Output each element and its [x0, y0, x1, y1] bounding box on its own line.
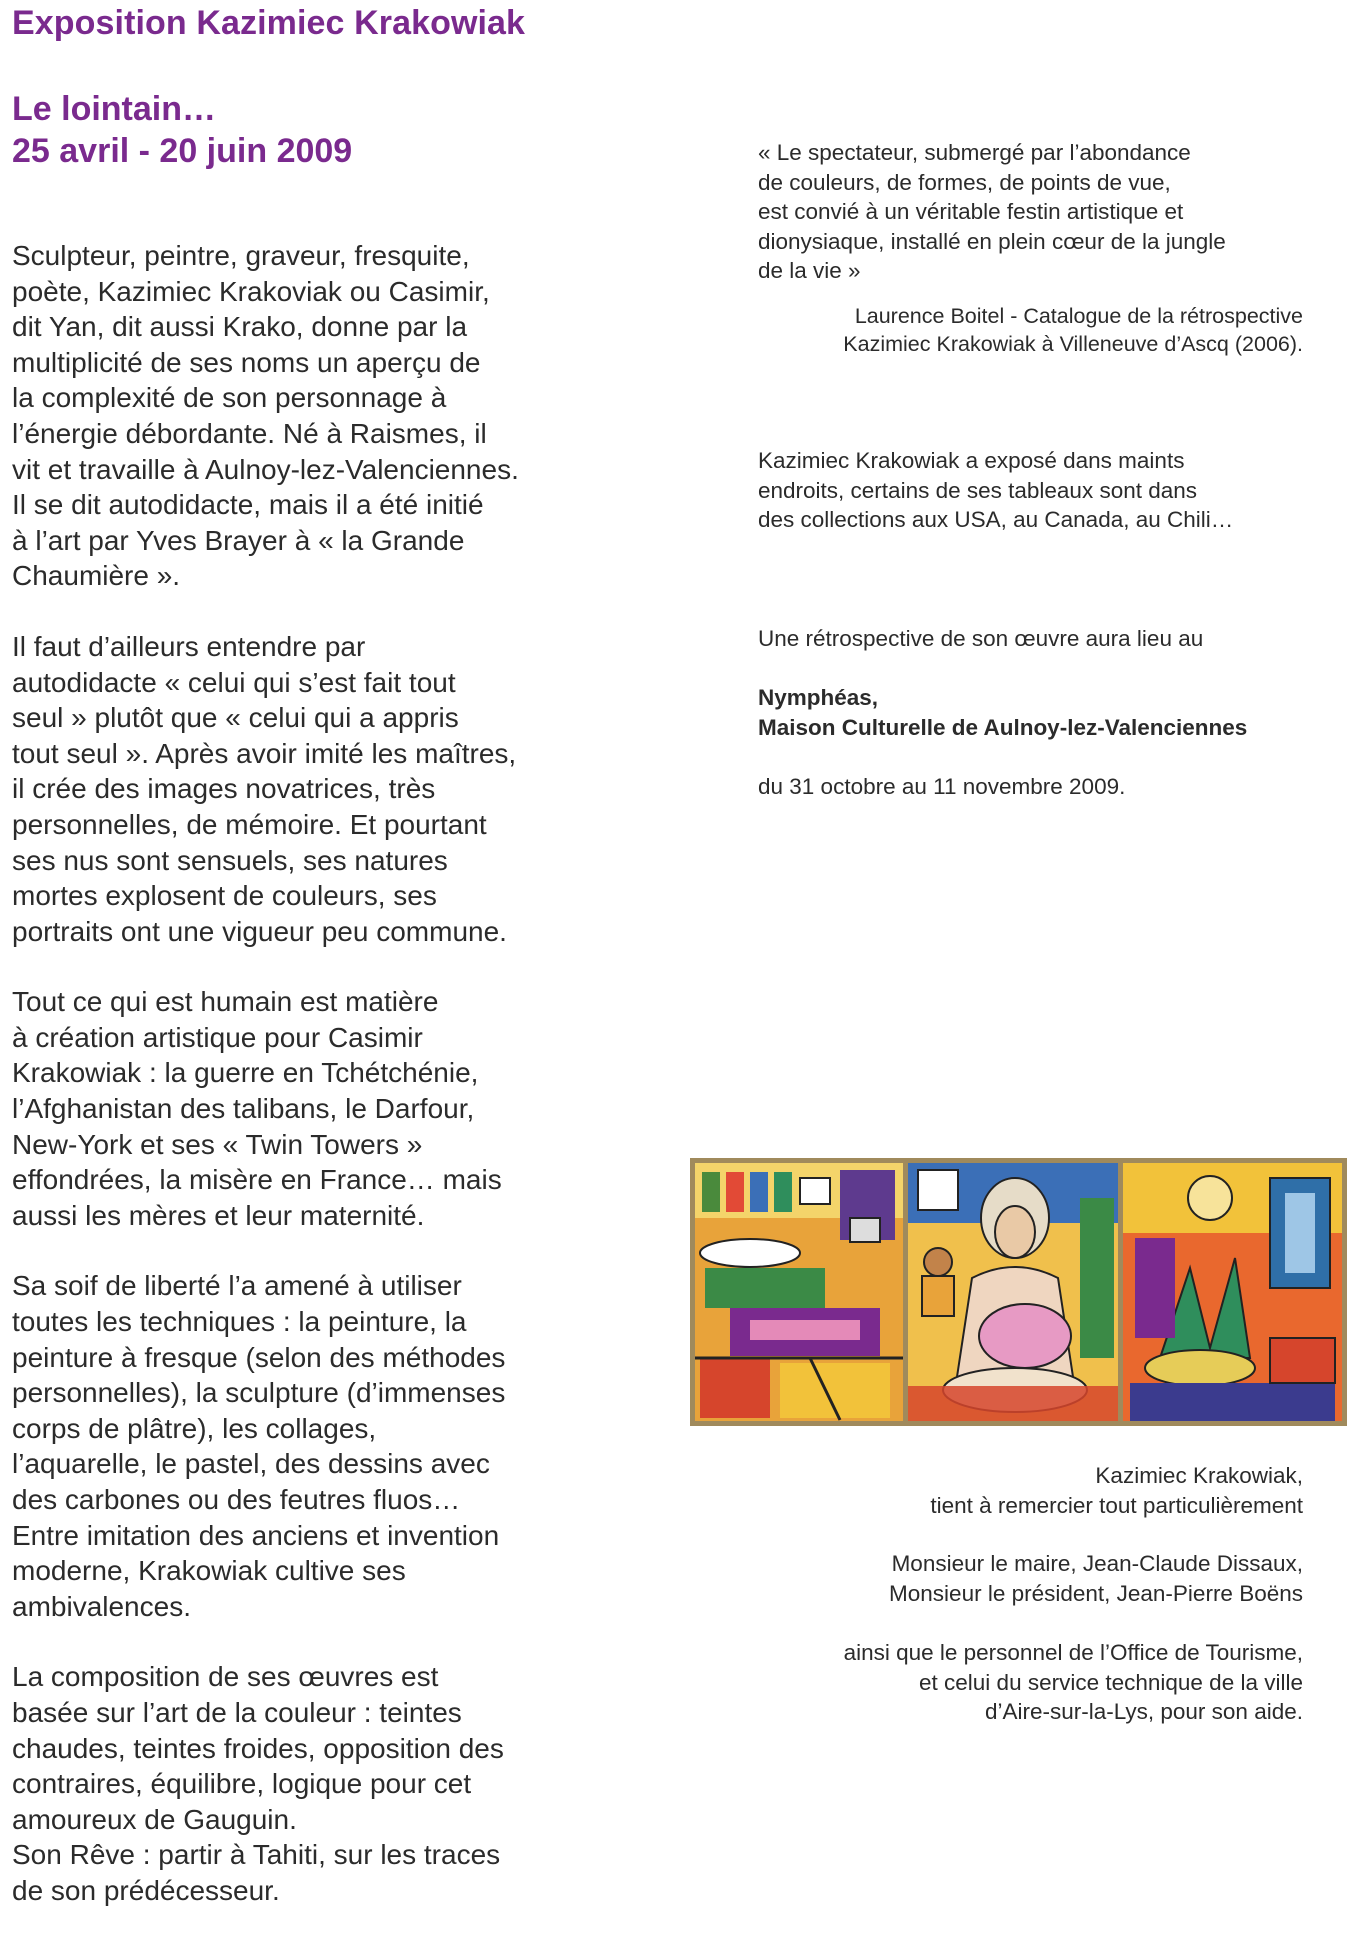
- text-line: ses nus sont sensuels, ses natures: [12, 844, 448, 876]
- text-line: ambivalences.: [12, 1590, 191, 1622]
- text-line: Sa soif de liberté l’a amené à utiliser: [12, 1270, 462, 1302]
- text-line: Entre imitation des anciens et invention: [12, 1519, 500, 1551]
- text-line: de couleurs, de formes, de points de vue,: [758, 169, 1171, 195]
- painting-triptych: [690, 1158, 1347, 1426]
- text-line: Kazimiec Krakowiak à Villeneuve d’Ascq (2006).: [843, 331, 1303, 356]
- panel-center: [908, 1163, 1118, 1421]
- text-line: des collections aux USA, au Canada, au Chili…: [758, 507, 1234, 532]
- text-line: Monsieur le maire, Jean-Claude Dissaux,: [891, 1551, 1303, 1576]
- text-line: de son prédécesseur.: [12, 1874, 280, 1906]
- retrospective-intro: [758, 624, 1203, 654]
- text-line: et celui du service technique de la ville: [919, 1669, 1303, 1695]
- text-line: endroits, certains de ses tableaux sont dans: [758, 477, 1198, 503]
- text-line: corps de plâtre), les collages,: [12, 1412, 377, 1444]
- text-line: Krakowiak : la guerre en Tchétchénie,: [12, 1057, 479, 1089]
- text-line: est convié à un véritable festin artistique et: [758, 199, 1184, 224]
- text-line: poète, Kazimiec Krakoviak ou Casimir,: [12, 275, 490, 307]
- text-line: amoureux de Gauguin.: [12, 1803, 297, 1835]
- text-line: il crée des images novatrices, très: [12, 773, 436, 805]
- text-line: ainsi que le personnel de l’Office de Tourisme,: [843, 1640, 1303, 1665]
- text-line: personnelles), la sculpture (d’immenses: [12, 1377, 506, 1409]
- text-line: personnelles, de mémoire. Et pourtant: [12, 808, 487, 840]
- biography-paragraph-3: [12, 984, 577, 1233]
- quote-attribution: [843, 303, 1303, 358]
- text-line: à l’art par Yves Brayer à « la Grande: [12, 524, 465, 556]
- text-line: Kazimiec Krakowiak,: [1095, 1463, 1303, 1488]
- thanks-staff: [844, 1638, 1303, 1727]
- text-line: la complexité de son personnage à: [12, 382, 447, 414]
- retrospective-venue: [758, 683, 1247, 742]
- text-line: contraires, équilibre, logique pour cet: [12, 1768, 472, 1800]
- text-line: seul » plutôt que « celui qui a appris: [12, 702, 459, 734]
- text-line: tout seul ». Après avoir imité les maîtres,: [12, 737, 517, 769]
- text-line: peinture à fresque (selon des méthodes: [12, 1341, 506, 1373]
- text-line: dit Yan, dit aussi Krako, donne par la: [12, 311, 468, 343]
- text-line: du 31 octobre au 11 novembre 2009.: [758, 774, 1126, 799]
- text-line: de la vie »: [758, 258, 861, 283]
- text-line: effondrées, la misère en France… mais: [12, 1164, 502, 1196]
- text-line: l’énergie débordante. Né à Raismes, il: [12, 417, 487, 449]
- text-line: Sculpteur, peintre, graveur, fresquite,: [12, 240, 470, 271]
- venue-name: Nymphéas,: [758, 685, 879, 710]
- text-line: Une rétrospective de son œuvre aura lieu au: [758, 626, 1204, 651]
- biography-paragraph-1: [12, 238, 577, 594]
- text-line: à création artistique pour Casimir: [12, 1021, 423, 1053]
- text-line: l’aquarelle, le pastel, des dessins avec: [12, 1448, 490, 1480]
- text-line: d’Aire-sur-la-Lys, pour son aide.: [984, 1699, 1303, 1724]
- text-line: Laurence Boitel - Catalogue de la rétrospective: [854, 304, 1303, 328]
- text-line: tient à remercier tout particulièrement: [930, 1492, 1303, 1518]
- panel-right: [1123, 1163, 1342, 1421]
- text-line: chaudes, teintes froides, opposition des: [12, 1732, 504, 1764]
- exhibitions-note: [758, 446, 1233, 535]
- text-line: aussi les mères et leur maternité.: [12, 1199, 425, 1231]
- critic-quote: [758, 138, 1226, 286]
- text-line: « Le spectateur, submergé par l’abondance: [758, 140, 1191, 165]
- text-line: basée sur l’art de la couleur : teintes: [12, 1696, 462, 1728]
- text-line: Chaumière ».: [12, 560, 181, 592]
- text-line: Monsieur le président, Jean-Pierre Boëns: [889, 1580, 1303, 1606]
- biography-column: [12, 238, 577, 1944]
- text-line: toutes les techniques : la peinture, la: [12, 1306, 467, 1338]
- venue-location: Maison Culturelle de Aulnoy-lez-Valenciennes: [758, 714, 1248, 740]
- biography-paragraph-2: [12, 629, 577, 949]
- text-line: portraits ont une vigueur peu commune.: [12, 915, 507, 947]
- text-line: La composition de ses œuvres est: [12, 1661, 439, 1693]
- text-line: Son Rêve : partir à Tahiti, sur les traces: [12, 1839, 501, 1871]
- page-title: Exposition Kazimiec Krakowiak: [12, 4, 526, 42]
- thanks-intro: [930, 1461, 1303, 1520]
- text-line: dionysiaque, installé en plein cœur de la jungle: [758, 228, 1226, 254]
- text-line: autodidacte « celui qui s’est fait tout: [12, 666, 456, 698]
- thanks-officials: [889, 1549, 1303, 1608]
- text-line: multiplicité de ses noms un aperçu de: [12, 346, 481, 378]
- text-line: des carbones ou des feutres fluos…: [12, 1484, 461, 1515]
- biography-paragraph-4: [12, 1268, 577, 1624]
- text-line: New-York et ses « Twin Towers »: [12, 1128, 423, 1160]
- text-line: Tout ce qui est humain est matière: [12, 986, 439, 1018]
- text-line: mortes explosent de couleurs, ses: [12, 880, 437, 912]
- text-line: Kazimiec Krakowiak a exposé dans maints: [758, 448, 1185, 473]
- biography-paragraph-5: [12, 1659, 577, 1908]
- text-line: vit et travaille à Aulnoy-lez-Valenciennes.: [12, 453, 519, 485]
- text-line: l’Afghanistan des talibans, le Darfour,: [12, 1093, 475, 1125]
- exhibition-dates: 25 avril - 20 juin 2009: [12, 132, 353, 170]
- text-line: Il faut d’ailleurs entendre par: [12, 630, 366, 662]
- panel-left: [695, 1163, 903, 1421]
- text-line: Il se dit autodidacte, mais il a été initié: [12, 489, 484, 521]
- retrospective-dates: [758, 772, 1125, 802]
- exhibition-subtitle: [12, 88, 352, 172]
- text-line: moderne, Krakowiak cultive ses: [12, 1555, 406, 1587]
- exhibition-name: Le lointain…: [12, 90, 216, 128]
